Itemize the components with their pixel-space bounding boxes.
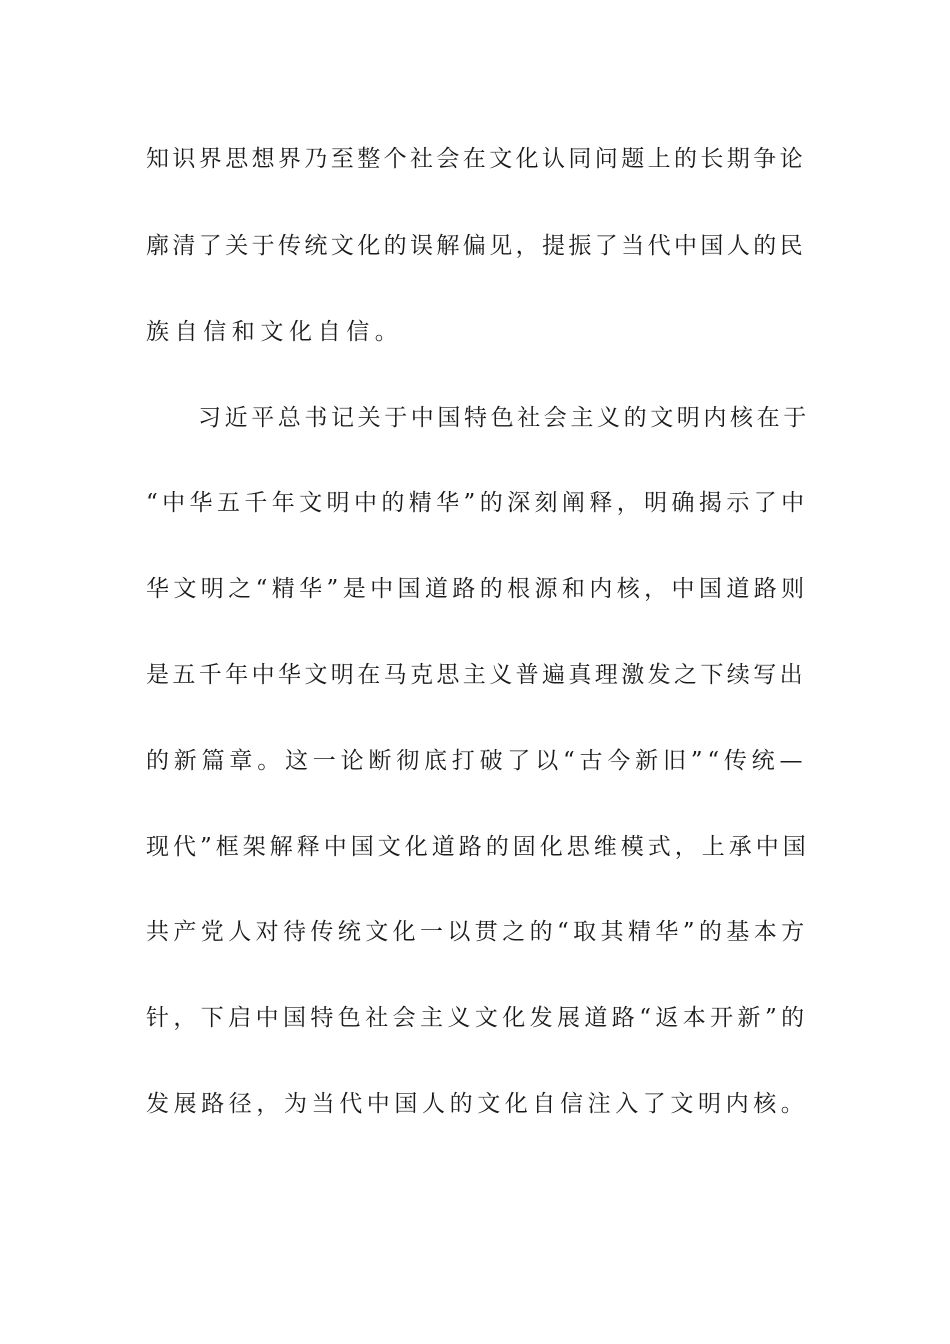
text-line: 针，下启中国特色社会主义文化发展道路“返本开新”的 [146,1005,809,1031]
text-line: 习近平总书记关于中国特色社会主义的文明内核在于 [198,405,810,431]
text-line: 族自信和文化自信。 [146,319,404,345]
text-line: 发展路径，为当代中国人的文化自信注入了文明内核。 [146,1091,809,1117]
text-line: 共产党人对待传统文化一以贯之的“取其精华”的基本方 [146,919,809,945]
text-line: 华文明之“精华”是中国道路的根源和内核，中国道路则 [146,576,809,602]
text-line: 知识界思想界乃至整个社会在文化认同问题上的长期争论 [146,146,806,172]
text-line: “中华五千年文明中的精华”的深刻阐释，明确揭示了中 [146,490,809,516]
text-line: 的新篇章。这一论断彻底打破了以“古今新旧”“传统— [146,748,808,774]
text-line: 廓清了关于传统文化的误解偏见，提振了当代中国人的民 [146,233,806,259]
text-line: 是五千年中华文明在马克思主义普遍真理激发之下续写出 [146,662,806,688]
text-line: 现代”框架解释中国文化道路的固化思维模式，上承中国 [146,834,810,860]
